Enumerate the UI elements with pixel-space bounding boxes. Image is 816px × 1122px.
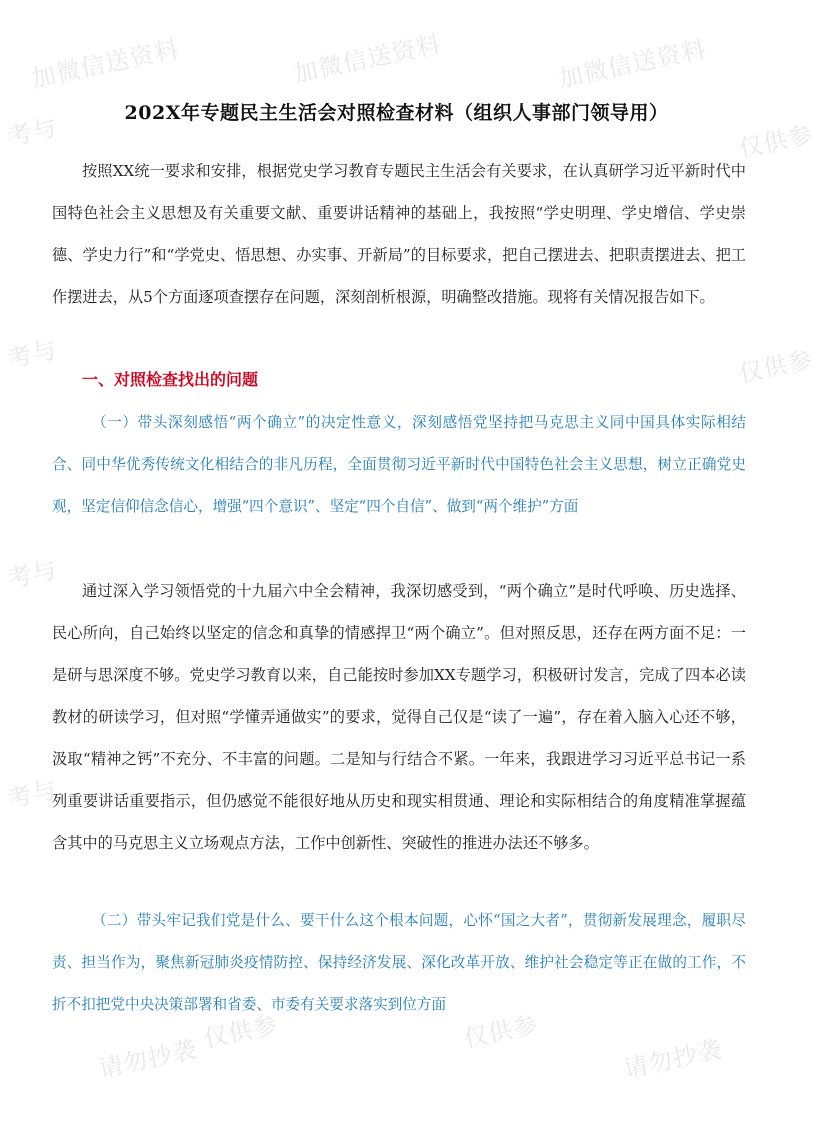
item-heading-2: （二）带头牢记我们党是什么、要干什么这个根本问题，心怀“国之大者”，贯彻新发展理念，履职尽责、担当作为，聚焦新冠肺炎疫情防控、保持经济发展、深化改革开放、维护社会稳定等正在做的工作，不折不扣把党中央决策部署和省委、市委有关要求落实到位方面: [52, 912, 746, 1013]
watermark-text: 加微信送资料: [29, 34, 182, 94]
watermark-text: 考与: [5, 113, 60, 152]
document-title: 202X年专题民主生活会对照检查材料（组织人事部门领导用）: [124, 102, 669, 124]
watermark-text: 考与: [5, 555, 60, 594]
watermark-text: 请勿抄袭: [96, 1035, 200, 1084]
watermark-text: 考与: [5, 335, 60, 374]
watermark-text: 请勿抄袭: [621, 1035, 725, 1084]
watermark-text: 加微信送资料: [556, 34, 709, 94]
intro-paragraph: 按照XX统一要求和安排，根据党史学习教育专题民主生活会有关要求，在认真研学习近平新时代中国特色社会主义思想及有关重要文献、重要讲话精神的基础上，我按照“学史明理、学史增信、学史崇德、学史力行”和“学党史、悟思想、办实事、开新局”的目标要求，把自己摆进去、把职责摆进去、把工作摆进去，从5个方面逐项查摆存在问题，深刻剖析根源，明确整改措施。现将有关情况报告如下。: [52, 162, 746, 306]
item-body-1: 通过深入学习领悟党的十九届六中全会精神，我深切感受到，“两个确立”是时代呼唤、历史选择、民心所向，自己始终以坚定的信念和真挚的情感捍卫“两个确立”。但对照反思，还存在两方面不足：一是研与思深度不够。党史学习教育以来，自己能按时参加XX专题学习，积极研讨发言，完成了四本必读教材的研读学习，但对照“学懂弄通做实”的要求，觉得自己仅是“读了一遍”，存在着入脑入心还不够，汲取“精神之钙”不充分、不丰富的问题。二是知与行结合不紧。一年来，我跟进学习习近平总书记一系列重要讲话重要指示，但仍感觉不能很好地从历史和现实相贯通、理论和实际相结合的角度精准掌握蕴含其中的马克思主义立场观点方法，工作中创新性、突破性的推进办法还不够多。: [52, 582, 746, 852]
section-heading: 一、对照检查找出的问题: [82, 370, 259, 389]
watermark-text: 考与: [5, 775, 60, 814]
watermark-text: 仅供参: [201, 1010, 281, 1054]
watermark-text: 仅供参: [461, 1010, 541, 1054]
watermark-text: 仅供参: [736, 120, 816, 164]
watermark-text: 加微信送资料: [291, 29, 444, 89]
watermark-text: 仅供参: [736, 345, 816, 389]
item-heading-1: （一）带头深刻感悟“两个确立”的决定性意义，深刻感悟党坚持把马克思主义同中国具体实际相结合、同中华优秀传统文化相结合的非凡历程，全面贯彻习近平新时代中国特色社会主义思想，树立正确党史观，坚定信仰信念信心，增强“四个意识”、坚定“四个自信”、做到“两个维护”方面: [52, 414, 746, 515]
